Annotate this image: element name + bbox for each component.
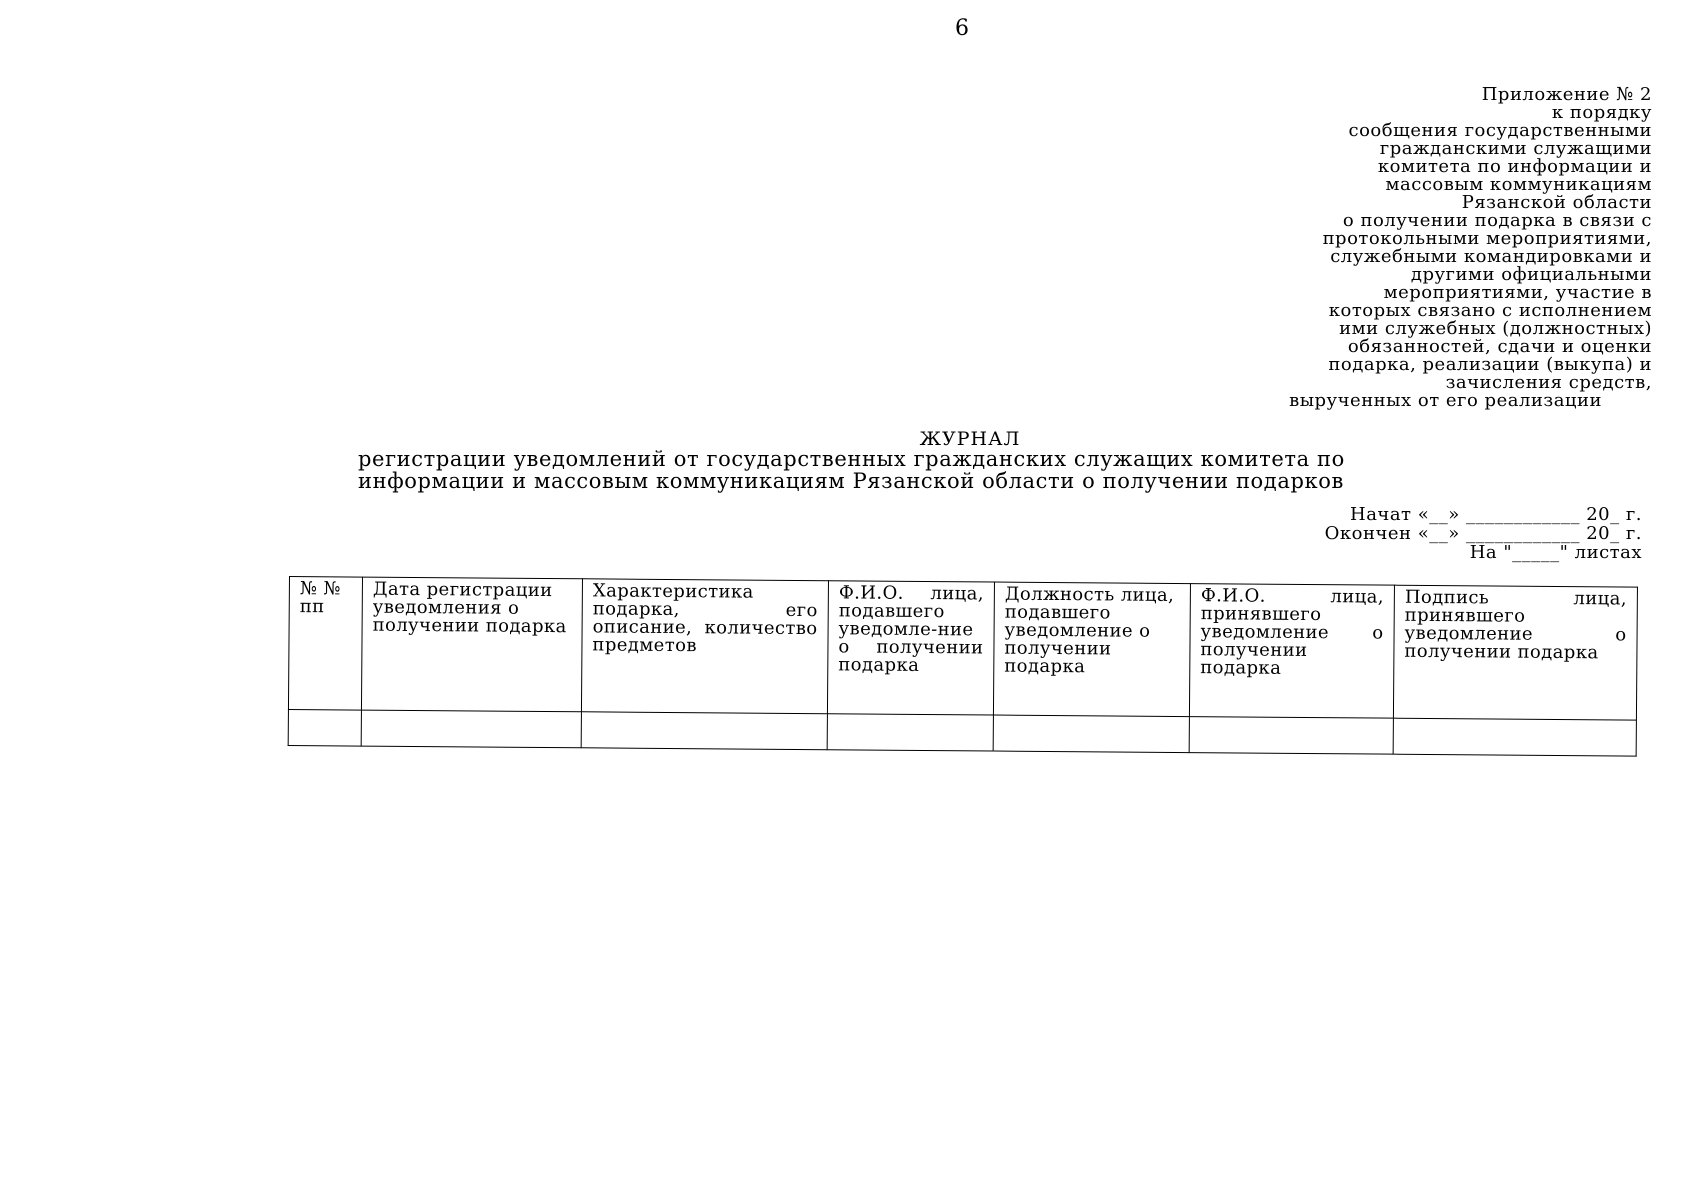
appendix-line: ими служебных (должностных) [1339, 318, 1652, 339]
appendix-line: комитета по информации и [1377, 156, 1652, 177]
registration-table [288, 576, 1638, 757]
table-cell[interactable] [827, 714, 993, 751]
journal-subtitle-line: регистрации уведомлений от государственных гражданских служащих комитета по [358, 447, 1345, 471]
column-header-submitter-position: Должность лица, подавшего уведомление о получении подарка [993, 582, 1190, 717]
table-cell[interactable] [1393, 718, 1636, 756]
appendix-line: массовым коммуникациям [1385, 174, 1652, 195]
appendix-line: протокольными мероприятиями, [1322, 228, 1652, 249]
appendix-line: служебными командировками и [1330, 246, 1652, 267]
appendix-line: мероприятиями, участие в [1383, 282, 1652, 303]
appendix-line: которых связано с исполнением [1328, 300, 1652, 321]
table-cell[interactable] [581, 712, 827, 750]
column-header-receiver-name: Ф.И.О. лица, принявшего уведомление о получении подарка [1189, 584, 1394, 719]
journal-subtitle-line: информации и массовым коммуникациям Рязанской области о получении подарков [358, 469, 1344, 493]
journal-title: ЖУРНАЛ [919, 428, 1021, 450]
column-header-registration-date: Дата регистрации уведомления о получении подарка [361, 577, 582, 712]
table-cell[interactable] [993, 715, 1189, 753]
started-date-line: Начат «__» ____________ 20_ г. [1350, 504, 1642, 525]
ended-date-line: Окончен «__» ____________ 20_ г. [1324, 523, 1642, 544]
column-header-receiver-signature: Подпись лица, принявшего уведомление о получении подарка [1393, 585, 1637, 720]
appendix-line: подарка, реализации (выкупа) и [1328, 354, 1652, 375]
journal-dates [1325, 505, 1642, 562]
appendix-line: сообщения государственными [1348, 120, 1652, 141]
appendix-line: Приложение № 2 [1481, 84, 1652, 105]
appendix-line: гражданскими служащими [1379, 138, 1652, 159]
appendix-line: о получении подарка в связи с [1342, 210, 1652, 231]
column-header-gift-description: Характеристика подарка, его описание, количество предметов [581, 579, 828, 714]
appendix-line: к порядку [1551, 102, 1652, 123]
table-cell[interactable] [361, 710, 581, 748]
table-header-row [288, 577, 1637, 721]
appendix-line: зачисления средств, [1445, 372, 1652, 393]
appendix-block [1192, 86, 1652, 410]
table-cell[interactable] [288, 709, 361, 746]
appendix-line: обязанностей, сдачи и оценки [1347, 336, 1652, 357]
appendix-line: Рязанской области [1461, 192, 1652, 213]
journal-subtitle [358, 448, 1598, 492]
table-cell[interactable] [1189, 717, 1393, 755]
column-header-number: № № пп [288, 577, 362, 711]
column-header-submitter-name: Ф.И.О. лица, подавшего уведомле-ние о получении подарка [827, 581, 994, 715]
appendix-line: вырученных от его реализации [1289, 390, 1602, 411]
sheets-count-line: На "_____" листах [1469, 542, 1642, 563]
page-number: 6 [955, 16, 969, 41]
appendix-line: другими официальными [1410, 264, 1652, 285]
